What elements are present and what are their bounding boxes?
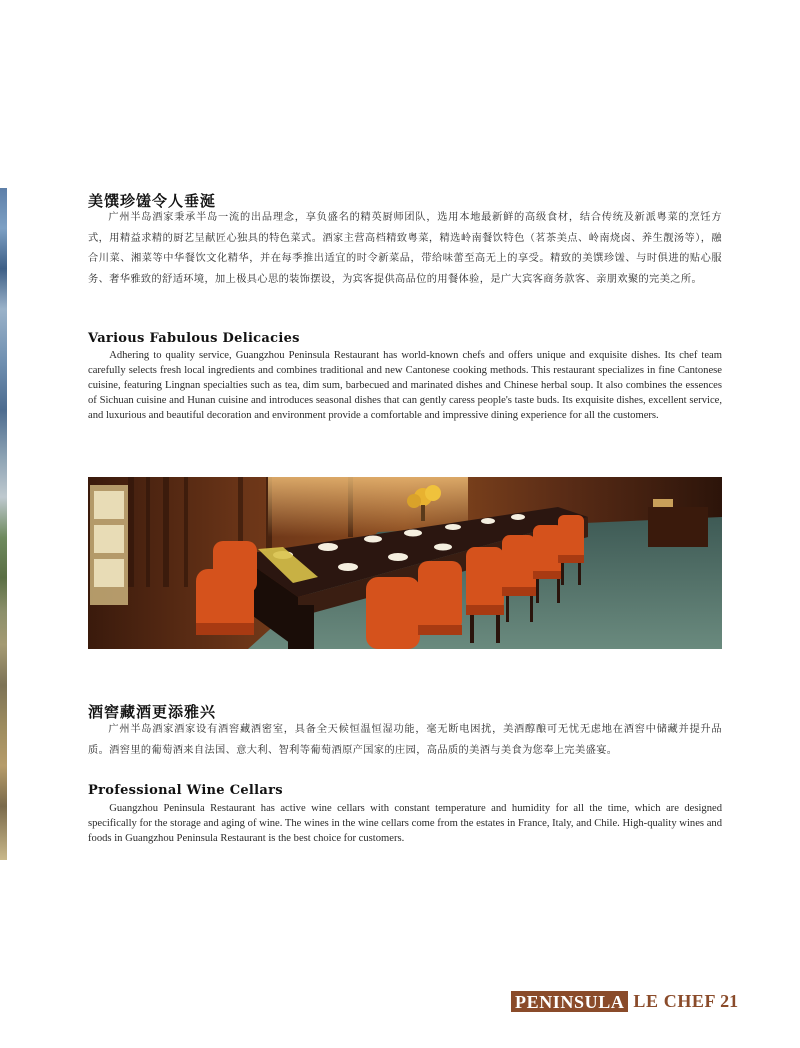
section-body-en [88, 348, 722, 423]
paragraph-en: Adhering to quality service, Guangzhou Peninsula Restaurant has world-known chefs and offers unique and exquisite dishes. Its chef team carefully selects fresh local ingredients and combines traditional and new Cantonese cooking methods. This restaurant specializes in fine Cantonese cuisine, featuring Lingnan specialties such as tea, dim sum, barbecued and marinated dishes and Chinese herbal soup. It also combines the essences of Sichuan cuisine and Hunan cuisine and introduces seasonal dishes that can gently caress people's taste buds. Its exquisite dishes, excellent service, and luxurious and beautiful decoration and environment provide a comfortable and impressive dining experience for all the customers. [88, 350, 722, 421]
section2-body-cn [88, 720, 722, 761]
brand-label: PENINSULA [511, 991, 628, 1012]
section-heading-cn: 美馔珍馐令人垂涎 [88, 192, 217, 210]
paragraph2-en: Guangzhou Peninsula Restaurant has active wine cellars with constant temperature and humidity for all the time, which are designed specifically for the storage and aging of wine. The wines in the wine cellars come from the estates in France, Italy, and Chile. High-quality wines and foods in Guangzhou Peninsula Restaurant is the best choice for customers. [88, 803, 722, 844]
section2-heading-en: Professional Wine Cellars [88, 783, 283, 798]
paragraph-cn: 广州半岛酒家秉承半岛一流的出品理念，享负盛名的精英厨师团队，选用本地最新鲜的高级食材，结合传统及新派粤菜的烹饪方式，用精益求精的厨艺呈献匠心独具的特色菜式。酒家主营高档精致粤菜，精选岭南餐饮特色（茗茶美点、岭南烧卤、养生靓汤等），融合川菜、湘菜等中华餐饮文化精华，并在每季推出适宜的时令新菜品，带给味蕾至高无上的享受。精致的美馔珍馐、与时俱进的贴心服务、奢华雅致的舒适环境，加上极具心思的装饰摆设，为宾客提供高品位的用餐体验，是广大宾客商务款客、亲朋欢聚的完美之所。 [88, 212, 722, 285]
restaurant-dining-room-photo [88, 477, 722, 649]
section-body-cn [88, 208, 722, 290]
paragraph2-cn: 广州半岛酒家酒家设有酒窖藏酒密室，具备全天候恒温恒湿功能，毫无断电困扰，美酒醇酿可无忧无虑地在酒窖中储藏并提升品质。酒窖里的葡萄酒来自法国、意大利、智利等葡萄酒原产国家的庄园，高品质的美酒与美食为您奉上完美盛宴。 [88, 724, 722, 756]
magazine-title: LE CHEF [633, 990, 717, 1011]
left-edge-photo-strip [0, 188, 7, 860]
page-footer [511, 990, 738, 1012]
section2-body-en [88, 801, 722, 846]
section2-heading-cn: 酒窖藏酒更添雅兴 [88, 703, 217, 721]
section-heading-en: Various Fabulous Delicacies [88, 331, 300, 346]
page-number: 21 [720, 990, 739, 1011]
